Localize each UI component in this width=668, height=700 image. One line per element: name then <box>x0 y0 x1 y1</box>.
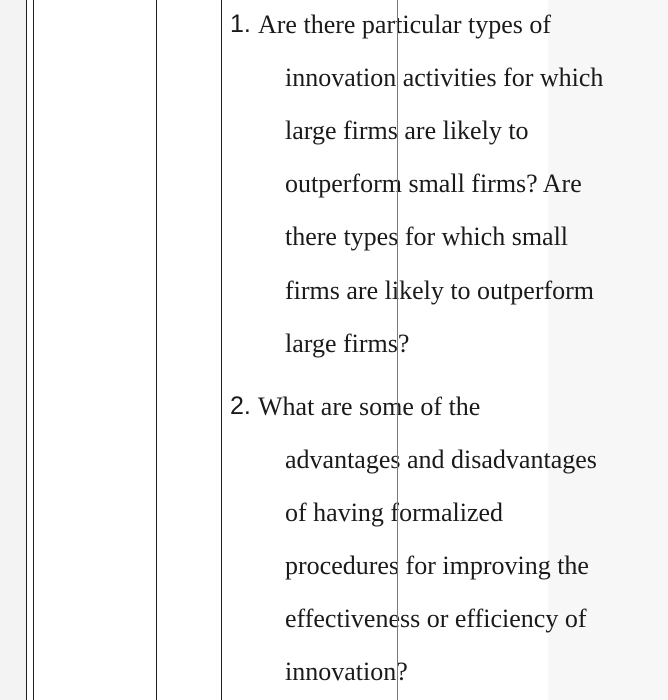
question-number: 2. <box>230 392 251 420</box>
question-number: 1. <box>230 10 251 38</box>
question-line: Are there particular types of <box>258 10 552 39</box>
question-line: large firms? <box>285 329 410 358</box>
question-line: innovation activities for which <box>285 63 604 92</box>
question-line: innovation? <box>285 657 408 686</box>
question-line: large firms are likely to <box>285 116 529 145</box>
question-line: What are some of the <box>258 392 481 421</box>
question-item <box>228 0 668 380</box>
question-line: outperform small firms? Are <box>285 169 582 198</box>
question-line: effectiveness or efficiency of <box>285 604 587 633</box>
table-border-1 <box>26 0 27 700</box>
question-line: of having formalized <box>285 498 504 527</box>
left-margin-shade <box>0 0 26 700</box>
question-line: firms are likely to outperform <box>285 276 595 305</box>
question-line: there types for which small <box>285 222 569 251</box>
question-line: procedures for improving the <box>285 551 589 580</box>
question-item <box>228 380 668 700</box>
table-border-3 <box>156 0 157 700</box>
overlay-column-line <box>397 0 398 700</box>
question-line: advantages and disadvantages <box>285 445 597 474</box>
table-border-2 <box>33 0 34 700</box>
table-border-4 <box>221 0 222 700</box>
